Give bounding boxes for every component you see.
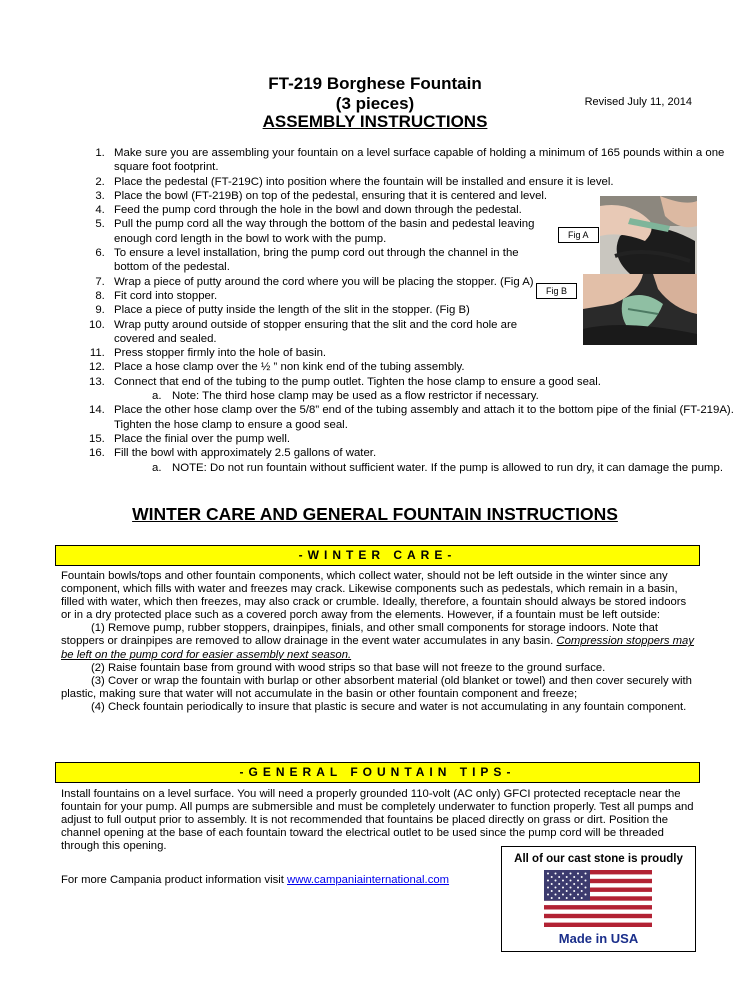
us-flag-icon (544, 870, 652, 927)
winter-item-1-emphasis: Compression stoppers may be left on the pump cord for easier assembly next season. (61, 635, 694, 661)
sub-note (114, 389, 748, 403)
winter-item-2: (2) Raise fountain base from ground with wood strips so that base will not freeze to the ground surface. (91, 661, 606, 674)
list-item: 3. Place the bowl (FT-219B) on top of the pedestal, ensuring that it is centered and level. (108, 189, 748, 203)
list-item: 8. Fit cord into stopper. (108, 289, 748, 303)
list-item: 4. Feed the pump cord through the hole in the bowl and down through the pedestal. (108, 203, 748, 217)
more-info-prefix: For more Campania product information visit (61, 874, 288, 886)
revised-date: Revised July 11, 2014 (584, 96, 692, 108)
fig-b-photo (583, 274, 697, 345)
list-item: 5. Pull the pump cord all the way through the bottom of the basin and pedestal leaving enough cord length in the bowl to work with the pump. (108, 217, 544, 246)
fig-a-label: Fig A (558, 227, 599, 243)
fig-b-label: Fig B (536, 283, 577, 299)
sub-note-text: NOTE: Do not run fountain without sufficient water. If the pump is allowed to run dry, it can damage the pump. (172, 461, 724, 474)
made-in-usa-badge (501, 846, 696, 952)
sub-note-text: Note: The third hose clamp may be used as a flow restrictor if necessary. (172, 390, 539, 403)
winter-section-heading: WINTER CARE AND GENERAL FOUNTAIN INSTRUCTIONS (132, 504, 618, 524)
general-tips-bar: -GENERAL FOUNTAIN TIPS- (55, 762, 700, 783)
list-item: 12. Place a hose clamp over the ½ ” non kink end of the tubing assembly. (108, 360, 748, 374)
page-title: FT-219 Borghese Fountain (268, 74, 482, 93)
winter-care-text (61, 570, 698, 714)
badge-made-in-usa: Made in USA (558, 931, 639, 946)
list-item: 7. Wrap a piece of putty around the cord where you will be placing the stopper. (Fig A) (108, 275, 544, 289)
sub-note-marker: a. (152, 390, 162, 403)
list-item: 6. To ensure a level installation, bring the pump cord out through the channel in the bottom of the pedestal. (108, 246, 544, 275)
winter-item-1 (61, 622, 698, 661)
list-item: 15. Place the finial over the pump well. (108, 432, 748, 446)
list-item: 1. Make sure you are assembling your fountain on a level surface capable of holding a minimum of 165 pounds within a one square foot footprint. (108, 146, 748, 175)
sub-note (114, 461, 748, 475)
fig-b-image (583, 274, 697, 345)
assembly-heading (0, 112, 750, 131)
winter-care-bar: -WINTER CARE- (55, 545, 700, 566)
page-subtitle-pieces: (3 pieces) (335, 94, 415, 113)
list-item (108, 446, 748, 475)
fig-a-image (600, 196, 697, 274)
list-item: 2. Place the pedestal (FT-219C) into position where the fountain will be installed and ensure it is level. (108, 175, 748, 189)
list-item: 14. Place the other hose clamp over the 5/8” end of the tubing assembly and attach it to the bottom pipe of the finial (FT-219A). Tighten the hose clamp to ensure a good seal. (108, 403, 748, 432)
campania-link[interactable]: www.campaniainternational.com (287, 874, 450, 886)
general-tips-text: Install fountains on a level surface. You will need a properly grounded 110-volt (AC only) GFCI protected receptacle near the fountain for your pump. All pumps are submersible and must be completely underwater to function properly. Test all pumps and adjust to full output prior to assembly. It is not recommended that fountains be placed directly on grass or dirt. Position the channel opening at the base of each fountain toward the electrical outlet to be used since the pump cord will be threaded through this opening. (61, 788, 694, 853)
list-item (108, 375, 748, 404)
list-item-text: Fill the bowl with approximately 2.5 gallons of water. (114, 447, 377, 460)
winter-item-1-text: (1) Remove pump, rubber stoppers, drainpipes, finials, and other small components for storage indoors. Note that stoppers or drainpipes are removed to allow drainage in the event water accumulates in any basin. (61, 622, 659, 648)
badge-caption: All of our cast stone is proudly (514, 853, 683, 865)
fig-a-photo (600, 196, 697, 274)
list-item: 11. Press stopper firmly into the hole of basin. (108, 346, 748, 360)
sub-note-marker: a. (152, 461, 162, 474)
winter-item-3: (3) Cover or wrap the fountain with burlap or other absorbent material (old blanket or towel) and then cover securely with plastic, making sure that water will not accumulate in the basin or other fountain component and freeze; (61, 674, 692, 700)
assembly-heading-text: ASSEMBLY INSTRUCTIONS (262, 112, 488, 131)
list-item-text: Connect that end of the tubing to the pump outlet. Tighten the hose clamp to ensure a good seal. (114, 375, 601, 388)
winter-item-4: (4) Check fountain periodically to insure that plastic is secure and water is not accumulating in any fountain component. (91, 700, 687, 713)
list-item: 10. Wrap putty around outside of stopper ensuring that the slit and the cord hole are covered and sealed. (108, 318, 544, 347)
winter-intro: Fountain bowls/tops and other fountain components, which collect water, should not be left outside in the winter since any component, which fills with water and freezes may crack. Likewise components such as pedestals, which remain in a basin, filled with water, which then freezes, may also crack or crumble. Ideally, therefore, a fountain should always be stored indoors or in a dry protected place such as a covered porch away from the elements. However, if a fountain must be left outside: (61, 570, 687, 622)
more-info-line (61, 874, 501, 887)
list-item: 9. Place a piece of putty inside the length of the slit in the stopper. (Fig B) (108, 303, 748, 317)
